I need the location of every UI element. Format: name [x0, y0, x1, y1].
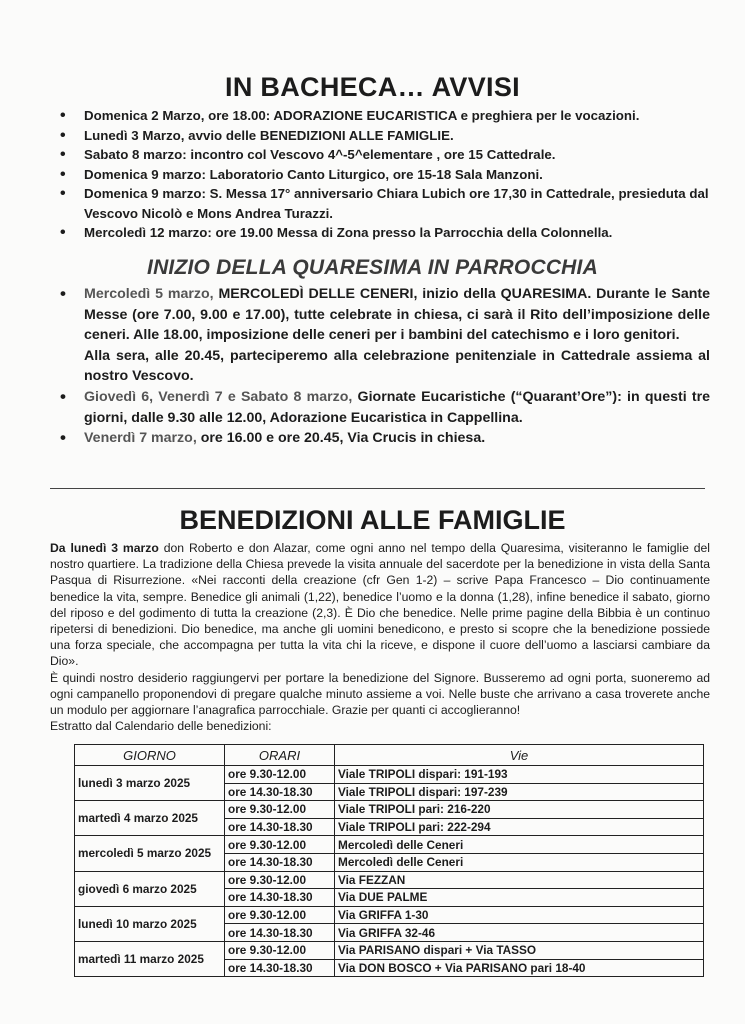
calendar-caption: Estratto dal Calendario delle benedizioni:	[50, 719, 272, 734]
time-cell: ore 14.30-18.30	[225, 959, 335, 977]
time-cell: ore 14.30-18.30	[225, 818, 335, 836]
list-item: • Sabato 8 marzo: incontro col Vescovo 4^-5^elementare , ore 15 Cattedrale.	[58, 145, 718, 165]
time-cell: ore 9.30-12.00	[225, 941, 335, 959]
intro-text: don Roberto e don Alazar, come ogni anno nel tempo della Quaresima, visiteranno le famiglie del nostro quartiere. La tradizione della Chiesa prevede la visita annuale del sacerdote per la benedizione in vista della Santa Pasqua di Risurrezione. «Nei racconti della creazione (cfr Gen 1-2) – scrive Papa Francesco – Dio continuamente benedice la vita, sempre. Benedice gli animali (1,22), benedice l’uomo e la donna (1,28), infine benedice il sabato, giorno del riposo e del godimento di tutta la creazione (2,3). È Dio che benedice. Nelle prime pagine della Bibbia è un continuo ripetersi di benedizioni. Dio benedice, ma anche gli uomini benedicono, e presto si scopre che la benedizione possiede una forza speciale, che accompagna per tutta la vita chi la riceve, e dispone il cuore dell’uomo a lasciarsi cambiare da Dio».	[50, 541, 711, 669]
table-row	[75, 871, 704, 889]
time-cell: ore 14.30-18.30	[225, 783, 335, 801]
header-orari: ORARI	[225, 745, 335, 766]
via-cell: Via PARISANO dispari + Via TASSO	[335, 941, 704, 959]
via-cell: Mercoledì delle Ceneri	[335, 836, 704, 854]
table-row	[75, 801, 704, 819]
via-cell: Viale TRIPOLI pari: 216-220	[335, 801, 704, 819]
via-cell: Via DUE PALME	[335, 889, 704, 907]
table-row	[75, 766, 704, 784]
day-cell: lunedì 3 marzo 2025	[75, 766, 225, 801]
table-row	[75, 906, 704, 924]
day-cell: lunedì 10 marzo 2025	[75, 906, 225, 941]
item-text-extra: Alla sera, alle 20.45, parteciperemo alla celebrazione penitenziale in Cattedrale assiema al nostro Vescovo.	[84, 347, 710, 385]
section-divider	[50, 488, 705, 489]
item-text: ore 16.00 e ore 20.45, Via Crucis in chiesa.	[200, 430, 486, 447]
intro-paragraph	[50, 540, 710, 670]
table-row	[75, 941, 704, 959]
list-item: • Domenica 9 marzo: Laboratorio Canto Liturgico, ore 15-18 Sala Manzoni.	[58, 165, 718, 185]
time-cell: ore 9.30-12.00	[225, 836, 335, 854]
list-item: • Lunedì 3 Marzo, avvio delle BENEDIZIONI ALLE FAMIGLIE.	[58, 126, 718, 146]
list-item: • Domenica 2 Marzo, ore 18.00: ADORAZIONE EUCARISTICA e preghiera per le vocazioni.	[58, 106, 718, 126]
time-cell: ore 9.30-12.00	[225, 906, 335, 924]
item-text: MERCOLEDÌ DELLE CENERI, inizio della QUARESIMA. Durante le Sante Messe (ore 7.00, 9.00 e 17.00), tutte celebrate in chiesa, ci sarà il Rito dell’imposizione delle ceneri. Alle 18.00, imposizione delle ceneri per i bambini del catechismo e i loro genitori.	[84, 286, 710, 344]
time-cell: ore 9.30-12.00	[225, 766, 335, 784]
via-cell: Viale TRIPOLI dispari: 191-193	[335, 766, 704, 784]
item-date: Venerdì 7 marzo,	[84, 430, 201, 447]
table-row	[75, 836, 704, 854]
item-date: Mercoledì 5 marzo,	[84, 286, 219, 302]
via-cell: Mercoledì delle Ceneri	[335, 853, 704, 871]
bacheca-list	[58, 106, 718, 243]
item-date: Giovedì 6, Venerdì 7 e Sabato 8 marzo,	[84, 388, 358, 405]
time-cell: ore 14.30-18.30	[225, 853, 335, 871]
via-cell: Viale TRIPOLI pari: 222-294	[335, 818, 704, 836]
time-cell: ore 9.30-12.00	[225, 871, 335, 889]
via-cell: Viale TRIPOLI dispari: 197-239	[335, 783, 704, 801]
via-cell: Via GRIFFA 32-46	[335, 924, 704, 942]
bacheca-title: IN BACHECA… AVVISI	[225, 72, 520, 102]
quaresima-title: INIZIO DELLA QUARESIMA IN PARROCCHIA	[147, 256, 598, 279]
day-cell: giovedì 6 marzo 2025	[75, 871, 225, 906]
benedizioni-body	[50, 540, 710, 734]
header-giorno: GIORNO	[75, 745, 225, 766]
table-header-row	[75, 745, 704, 766]
time-cell: ore 14.30-18.30	[225, 889, 335, 907]
item-text: Giornate Eucaristiche (“Quarant’Ore”): in questi tre giorni, dalle 9.30 alle 12.00, Adorazione Eucaristica in Cappellina.	[84, 388, 711, 426]
list-item: • Domenica 9 marzo: S. Messa 17° anniversario Chiara Lubich ore 17,30 in Cattedrale, presieduta dal Vescovo Nicolò e Mons Andrea Turazzi.	[58, 184, 718, 223]
list-item: • Mercoledì 12 marzo: ore 19.00 Messa di Zona presso la Parrocchia della Colonnella.	[58, 223, 718, 243]
via-cell: Via GRIFFA 1-30	[335, 906, 704, 924]
intro-date: Da lunedì 3 marzo	[50, 541, 159, 555]
time-cell: ore 14.30-18.30	[225, 924, 335, 942]
second-paragraph: È quindi nostro desiderio raggiungervi per portare la benedizione del Signore. Busseremo ad ogni porta, suoneremo ad ogni campanello proponendovi di pregare qualche minuto assieme a voi. Nelle buste che arrivano a casa troverete anche un modulo per aggiornare l’anagrafica parrocchiale. Grazie per quanti ci accoglieranno!	[50, 670, 710, 718]
calendar-table	[74, 744, 704, 977]
list-item	[58, 428, 710, 449]
time-cell: ore 9.30-12.00	[225, 801, 335, 819]
via-cell: Via FEZZAN	[335, 871, 704, 889]
day-cell: martedì 4 marzo 2025	[75, 801, 225, 836]
via-cell: Via DON BOSCO + Via PARISANO pari 18-40	[335, 959, 704, 977]
quaresima-list	[58, 284, 710, 449]
header-vie: Vie	[335, 745, 704, 766]
day-cell: mercoledì 5 marzo 2025	[75, 836, 225, 871]
list-item	[58, 284, 710, 387]
day-cell: martedì 11 marzo 2025	[75, 941, 225, 976]
benedizioni-title: BENEDIZIONI ALLE FAMIGLIE	[179, 505, 566, 535]
list-item	[58, 387, 710, 428]
